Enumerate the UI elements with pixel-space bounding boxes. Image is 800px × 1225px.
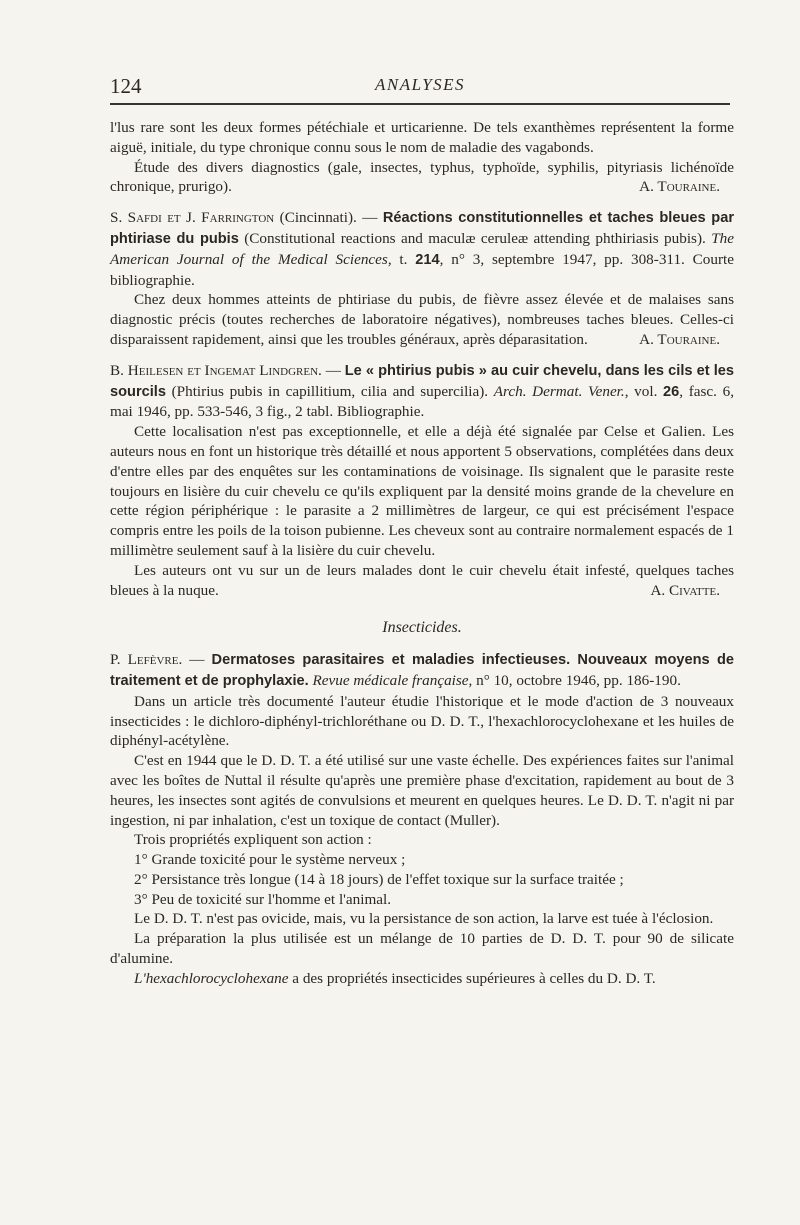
separator: . — bbox=[178, 651, 212, 669]
reference: (Phtirius pubis in capillitium, cilia and supercilia). bbox=[165, 382, 494, 400]
signature: A. Civatte. bbox=[650, 581, 720, 599]
paragraph: C'est en 1944 que le D. D. T. a été utilisé sur une vaste échelle. Des expériences faites sur l'animal avec les boîtes de Nuttal il résulte qu'après une première phase d'excitation, rapidement au bout de 3 heures, les insectes sont agités de convulsions et meurent en quelques heures. Le D. D. T. n'agit ni par ingestion, ni par inhalation, c'est un toxique de contact (Muller). bbox=[110, 752, 734, 829]
journal-name: Arch. Dermat. Vener. bbox=[493, 382, 625, 400]
authors: P. Lefèvre bbox=[110, 651, 179, 669]
volume: 26 bbox=[663, 383, 680, 400]
journal-name: The American Journal of the Medical Sciences bbox=[110, 229, 734, 268]
paragraph bbox=[110, 969, 734, 989]
paragraph bbox=[110, 290, 734, 349]
paragraph: La préparation la plus utilisée est un mélange de 10 parties de D. D. T. pour 90 de silicate d'alumine. bbox=[110, 930, 734, 968]
section-title: Insecticides. bbox=[382, 619, 462, 637]
article-title: Dermatoses parasitaires et maladies infectieuses. Nouveaux moyens de traitement et de prophylaxie. bbox=[110, 652, 734, 689]
emphasis: L'hexachlorocyclohexane bbox=[134, 969, 289, 987]
article-title: Le « phtirius pubis » au cuir chevelu, dans les cils et les sourcils bbox=[110, 362, 734, 400]
reference: , n° 10, octobre 1946, pp. 186-190. bbox=[468, 671, 681, 689]
page-number: 124 bbox=[110, 74, 142, 98]
list-item: 3° Peu de toxicité sur l'homme et l'animal. bbox=[134, 890, 392, 908]
paragraph-text: Étude des divers diagnostics (gale, insectes, typhus, typhoïde, syphilis, pityriasis lichénoïde chronique, prurigo). bbox=[110, 158, 734, 196]
article-citation bbox=[110, 650, 734, 692]
paragraph: Cette localisation n'est pas exceptionnelle, et elle a déjà été signalée par Celse et Galien. Les auteurs nous en font un historique très détaillé et nous apportent 5 observations, complétées dans deux d'entre elles par des enquêtes sur les contaminations de voisinage. Ils signalent que le parasite reste toujours en lisière du cuir chevelu ce qu'ils expliquent par la densité moins grande de la chevelure en cette région périphérique : le parasite a 2 millimètres de largeur, ce qui est précisément l'espace compris entre les poils de la toison pubienne. Les cheveux sont au contraire normalement espacés de 1 millimètre seulement sauf à la lisière du cuir chevelu. bbox=[110, 423, 734, 559]
signature: A. Touraine. bbox=[639, 178, 720, 196]
paragraph bbox=[110, 561, 734, 601]
separator: . — bbox=[318, 361, 345, 379]
paragraph: l'lus rare sont les deux formes pétéchiale et urticarienne. De tels exanthèmes représentent la forme aiguë, initiale, du type chronique connu sous le nom de maladie des vagabonds. bbox=[110, 119, 734, 156]
page-header bbox=[110, 74, 730, 102]
reference: , t. bbox=[387, 250, 416, 268]
page-body bbox=[110, 118, 734, 989]
volume: 214 bbox=[415, 251, 440, 268]
article-citation bbox=[110, 361, 734, 422]
paragraph-text: a des propriétés insecticides supérieures à celles du D. D. T. bbox=[288, 969, 656, 987]
location: (Cincinnati). — bbox=[274, 209, 383, 227]
list-item: 1° Grande toxicité pour le système nerveux ; bbox=[134, 851, 406, 869]
reference: , n° 3, septembre 1947, pp. 308-311. Courte bibliographie. bbox=[110, 250, 734, 289]
paragraph-text: Les auteurs ont vu sur un de leurs malades dont le cuir chevelu était infesté, quelques taches bleues à la nuque. bbox=[110, 561, 734, 599]
authors: S. Safdi et J. Farrington bbox=[110, 209, 275, 227]
paragraph-text: Chez deux hommes atteints de phtiriase du pubis, de fièvre assez élevée et de malaises sans diagnostic précis (toutes recherches de laboratoire négatives), nombreuses taches bleues. Celles-ci disparaissent rapidement, ainsi que les troubles généraux, après déparasitation. bbox=[110, 291, 734, 348]
journal-name: Revue médicale française bbox=[312, 671, 469, 689]
header-rule bbox=[110, 103, 730, 105]
running-title: ANALYSES bbox=[374, 75, 466, 94]
reference: , fasc. 6, mai 1946, pp. 533-546, 3 fig., 2 tabl. Bibliographie. bbox=[110, 382, 734, 421]
signature: A. Touraine. bbox=[639, 330, 720, 348]
paragraph: Le D. D. T. n'est pas ovicide, mais, vu la persistance de son action, la larve est tuée à l'éclosion. bbox=[134, 910, 714, 928]
reference: , vol. bbox=[624, 382, 664, 400]
paragraph: Trois propriétés expliquent son action : bbox=[134, 831, 372, 849]
reference: (Constitutional reactions and maculæ ceruleæ attending phthiriasis pubis). bbox=[238, 229, 712, 247]
paragraph bbox=[110, 158, 734, 198]
authors: B. Heilesen et Ingemat Lindgren bbox=[110, 361, 319, 379]
paragraph: Dans un article très documenté l'auteur étudie l'historique et le mode d'action de 3 nouveaux insecticides : le dichloro-diphényl-trichloréthane ou D. D. T., l'hexachlorocyclohexane et les huiles de diphényl-acétylène. bbox=[110, 692, 734, 750]
list-item: 2° Persistance très longue (14 à 18 jours) de l'effet toxique sur la surface traitée ; bbox=[134, 870, 624, 888]
article-title: Réactions constitutionnelles et taches bleues par phtiriase du pubis bbox=[110, 210, 735, 247]
article-citation bbox=[110, 208, 734, 290]
